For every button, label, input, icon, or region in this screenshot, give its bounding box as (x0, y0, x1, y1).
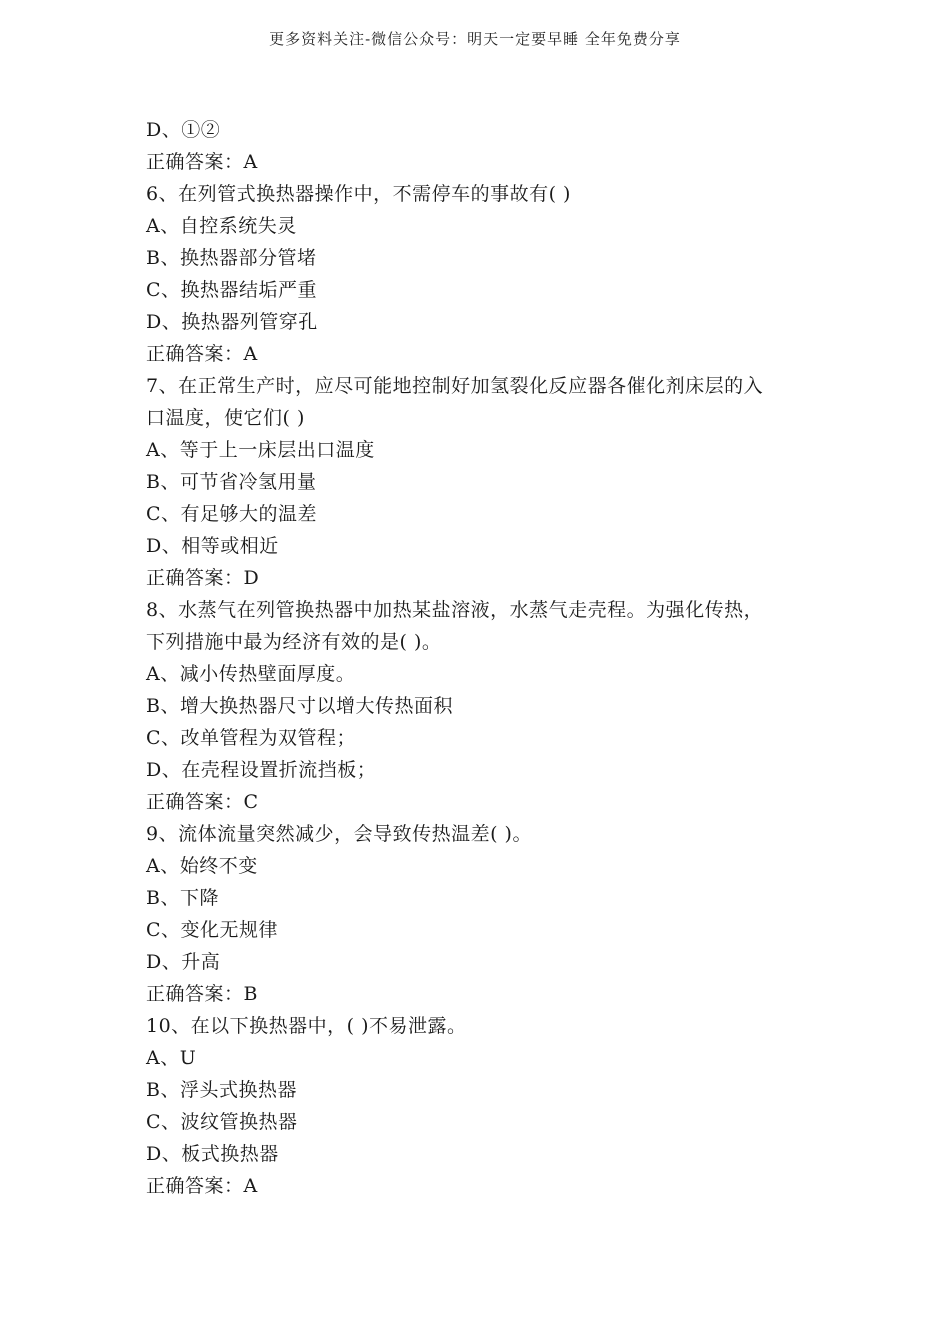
q10-option-a: A、U (146, 1047, 197, 1069)
q6-option-c: C、换热器结垢严重 (146, 279, 318, 301)
q6-question: 6、在列管式换热器操作中，不需停车的事故有( ) (146, 183, 571, 205)
q10-question: 10、在以下换热器中，( )不易泄露。 (146, 1015, 467, 1037)
q5-answer: 正确答案：A (146, 151, 258, 173)
q8-option-a: A、减小传热壁面厚度。 (146, 663, 356, 685)
q9-option-d: D、升高 (146, 951, 221, 973)
q9-question: 9、流体流量突然减少，会导致传热温差( )。 (146, 823, 532, 845)
q10-option-b: B、浮头式换热器 (146, 1079, 297, 1101)
q9-answer: 正确答案：B (146, 983, 258, 1005)
q8-option-c: C、改单管程为双管程； (146, 727, 357, 749)
q6-answer: 正确答案：A (146, 343, 258, 365)
q9-option-a: A、始终不变 (146, 855, 258, 877)
page-header: 更多资料关注-微信公众号：明天一定要早睡 全年免费分享 (269, 30, 681, 48)
q8-option-b: B、增大换热器尺寸以增大传热面积 (146, 695, 453, 717)
q7-option-a: A、等于上一床层出口温度 (146, 439, 375, 461)
q8-answer: 正确答案：C (146, 791, 259, 813)
q6-option-d: D、换热器列管穿孔 (146, 311, 318, 333)
q7-option-b: B、可节省冷氢用量 (146, 471, 317, 493)
q9-option-b: B、下降 (146, 887, 219, 909)
q10-answer: 正确答案：A (146, 1175, 258, 1197)
q8-question-line2: 下列措施中最为经济有效的是( )。 (146, 631, 442, 653)
q6-option-a: A、自控系统失灵 (146, 215, 297, 237)
q5-option-d: D、①② (146, 119, 221, 141)
q7-question-line2: 口温度，使它们( ) (146, 407, 305, 429)
q10-option-d: D、板式换热器 (146, 1143, 279, 1165)
q8-question-line1: 8、水蒸气在列管换热器中加热某盐溶液，水蒸气走壳程。为强化传热， (146, 599, 764, 621)
q7-question-line1: 7、在正常生产时，应尽可能地控制好加氢裂化反应器各催化剂床层的入 (146, 375, 764, 397)
q7-answer: 正确答案：D (146, 567, 260, 589)
q10-option-c: C、波纹管换热器 (146, 1111, 298, 1133)
q7-option-d: D、相等或相近 (146, 535, 279, 557)
q8-option-d: D、在壳程设置折流挡板； (146, 759, 377, 781)
document-body (146, 114, 826, 1202)
q7-option-c: C、有足够大的温差 (146, 503, 318, 525)
q6-option-b: B、换热器部分管堵 (146, 247, 317, 269)
q9-option-c: C、变化无规律 (146, 919, 279, 941)
